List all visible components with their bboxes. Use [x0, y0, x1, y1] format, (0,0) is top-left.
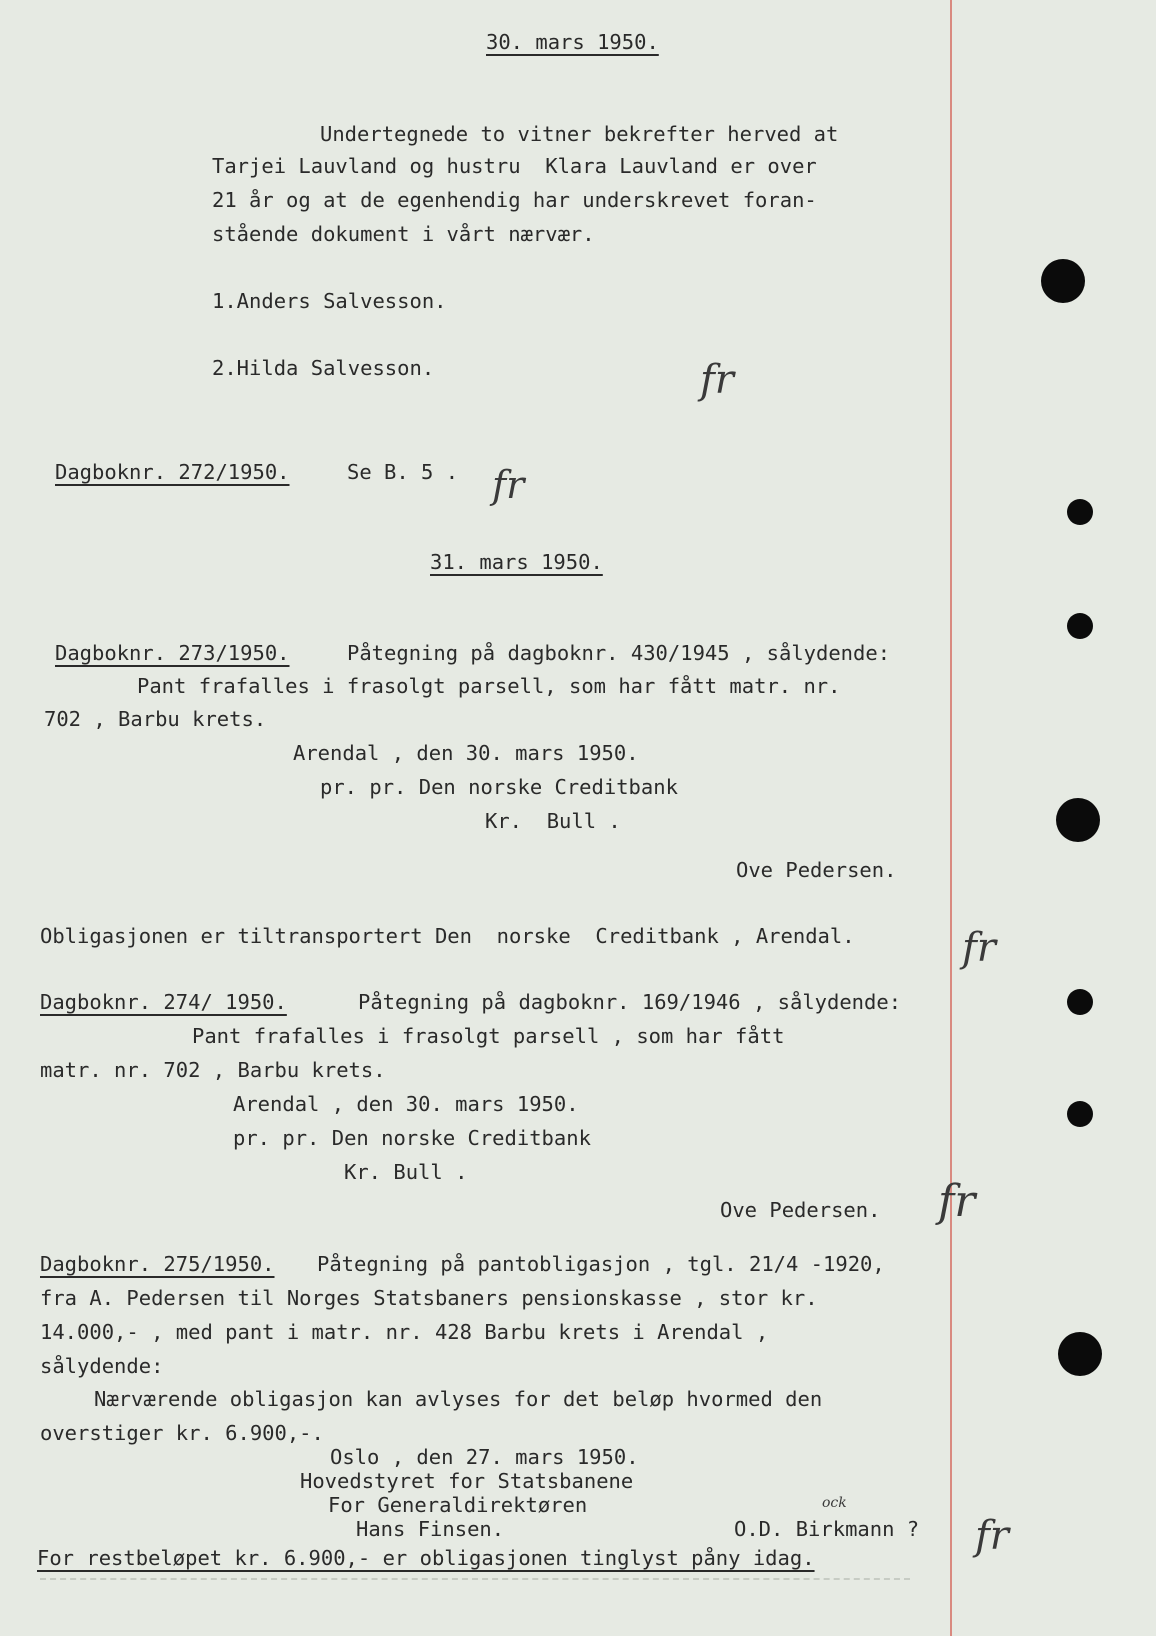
text-line: pr. pr. Den norske Creditbank: [233, 1126, 591, 1150]
text-line: 14.000,- , med pant i matr. nr. 428 Barbu krets i Arendal ,: [40, 1320, 769, 1344]
punch-hole: [1058, 1332, 1102, 1376]
text-line: matr. nr. 702 , Barbu krets.: [40, 1058, 386, 1082]
text-line: Dagboknr. 274/ 1950.: [40, 990, 287, 1014]
text-line: For Generaldirektøren: [328, 1493, 588, 1517]
text-line: 702 , Barbu krets.: [44, 707, 267, 731]
punch-hole: [1067, 613, 1093, 639]
text-line: 1.Anders Salvesson.: [212, 289, 447, 313]
text-line: Hovedstyret for Statsbanene: [300, 1469, 634, 1493]
text-line: Ove Pedersen.: [720, 1198, 881, 1222]
punch-hole: [1067, 1101, 1093, 1127]
margin-rule: [950, 0, 952, 1636]
text-line: Se B. 5 .: [347, 460, 459, 484]
text-line: stående dokument i vårt nærvær.: [212, 222, 595, 246]
handwritten-initial: fr: [492, 463, 525, 507]
text-line: Nærværende obligasjon kan avlyses for det beløp hvormed den: [94, 1387, 823, 1411]
text-line: Pant frafalles i frasolgt parsell , som har fått: [192, 1024, 785, 1048]
faint-stamp-line: [40, 1578, 910, 1580]
text-line: overstiger kr. 6.900,-.: [40, 1421, 324, 1445]
punch-hole: [1067, 989, 1093, 1015]
text-line: Dagboknr. 273/1950.: [55, 641, 290, 665]
text-line: Pant frafalles i frasolgt parsell, som har fått matr. nr.: [137, 674, 841, 698]
punch-hole: [1041, 259, 1085, 303]
text-line: Hans Finsen.: [356, 1517, 505, 1541]
text-line: Dagboknr. 272/1950.: [55, 460, 290, 484]
text-line: Undertegnede to vitner bekrefter herved at: [320, 122, 839, 146]
text-line: Kr. Bull .: [344, 1160, 468, 1184]
handwritten-initial: fr: [962, 925, 996, 971]
text-line: 30. mars 1950.: [486, 30, 659, 54]
handwritten-initial: fr: [700, 357, 734, 403]
text-line: Påtegning på pantobligasjon , tgl. 21/4 -1920,: [317, 1252, 885, 1276]
text-line: sålydende:: [40, 1354, 164, 1378]
text-line: 21 år og at de egenhendig har underskrevet foran-: [212, 188, 817, 212]
text-line: Arendal , den 30. mars 1950.: [233, 1092, 579, 1116]
text-line: O.D. Birkmann ?: [734, 1517, 920, 1541]
handwritten-initial: fr: [938, 1176, 976, 1227]
text-line: 31. mars 1950.: [430, 550, 603, 574]
handwritten-initial: fr: [975, 1513, 1009, 1559]
text-line: fra A. Pedersen til Norges Statsbaners pensionskasse , stor kr.: [40, 1286, 818, 1310]
text-line: Påtegning på dagboknr. 169/1946 , sålydende:: [358, 990, 902, 1014]
text-line: Ove Pedersen.: [736, 858, 897, 882]
text-line: Tarjei Lauvland og hustru Klara Lauvland er over: [212, 154, 817, 178]
punch-hole: [1067, 499, 1093, 525]
punch-hole: [1056, 798, 1100, 842]
text-line: Dagboknr. 275/1950.: [40, 1252, 275, 1276]
text-line: Oslo , den 27. mars 1950.: [330, 1445, 639, 1469]
handwritten-initial: ock: [822, 1495, 847, 1511]
text-line: Kr. Bull .: [485, 809, 621, 833]
text-line: Arendal , den 30. mars 1950.: [293, 741, 639, 765]
text-line: Obligasjonen er tiltransportert Den norske Creditbank , Arendal.: [40, 924, 855, 948]
text-line: pr. pr. Den norske Creditbank: [320, 775, 678, 799]
text-line: 2.Hilda Salvesson.: [212, 356, 435, 380]
text-line: For restbeløpet kr. 6.900,- er obligasjonen tinglyst påny idag.: [37, 1546, 815, 1570]
text-line: Påtegning på dagboknr. 430/1945 , sålydende:: [347, 641, 891, 665]
